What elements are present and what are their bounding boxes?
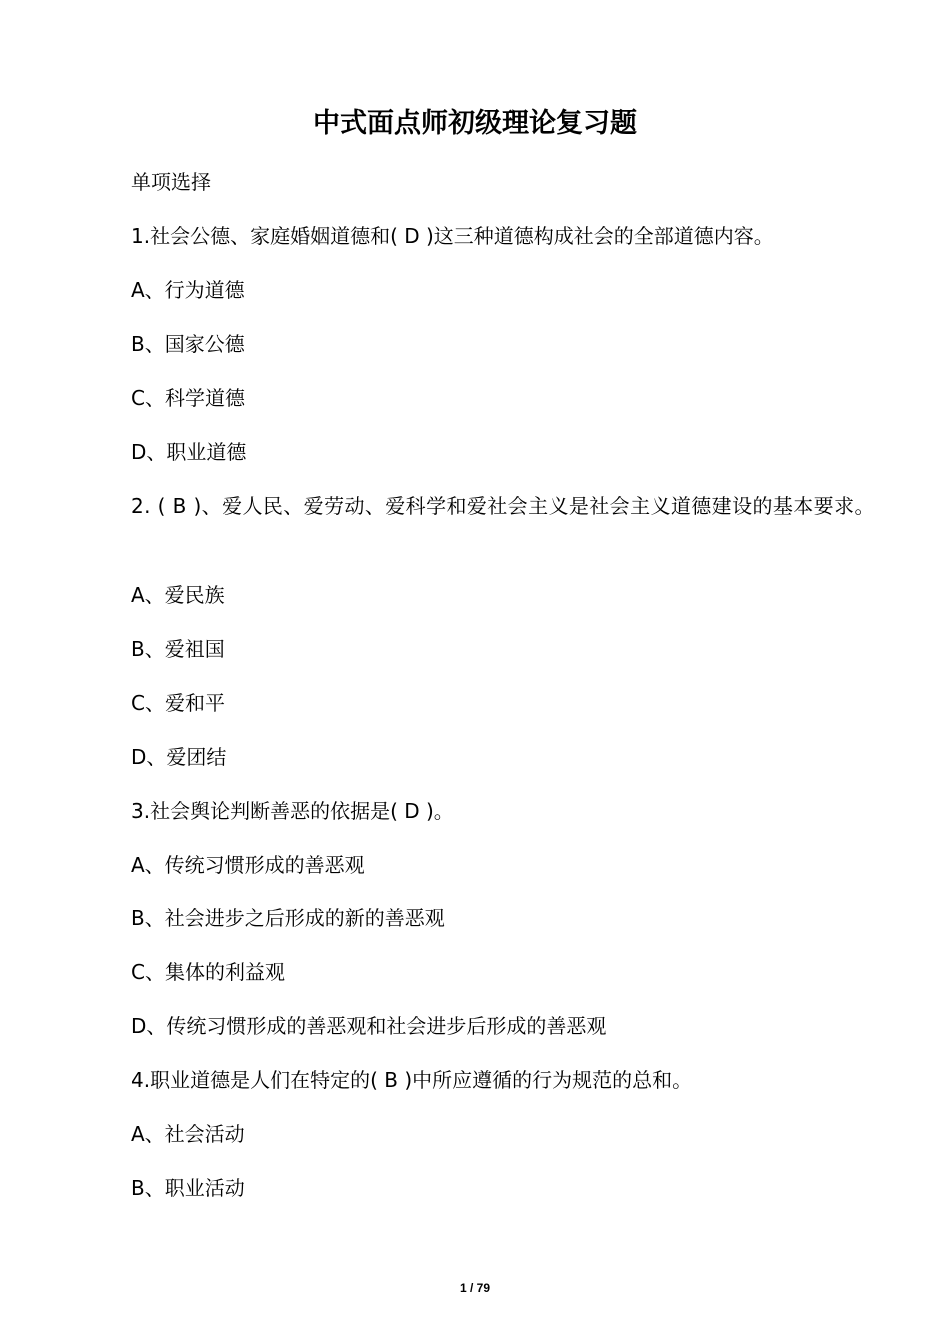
question-3-stem: 3.社会舆论判断善恶的依据是( D )。 [131, 799, 454, 823]
question-3-option-c: C、集体的利益观 [131, 960, 285, 984]
question-2-option-c: C、爱和平 [131, 691, 225, 715]
question-1-option-c: C、科学道德 [131, 386, 245, 410]
question-3-option-d: D、传统习惯形成的善恶观和社会进步后形成的善恶观 [131, 1014, 607, 1038]
question-4-option-b: B、职业活动 [131, 1176, 245, 1200]
question-3-option-b: B、社会进步之后形成的新的善恶观 [131, 906, 445, 930]
question-1-option-b: B、国家公德 [131, 332, 245, 356]
question-4-option-a: A、社会活动 [131, 1122, 245, 1146]
question-1-option-a: A、行为道德 [131, 278, 245, 302]
question-1-stem: 1.社会公德、家庭婚姻道德和( D )这三种道德构成社会的全部道德内容。 [131, 224, 774, 248]
question-4-stem: 4.职业道德是人们在特定的( B )中所应遵循的行为规范的总和。 [131, 1068, 693, 1092]
question-2-option-b: B、爱祖国 [131, 637, 225, 661]
question-2-option-a: A、爱民族 [131, 583, 225, 607]
question-2-option-d: D、爱团结 [131, 745, 227, 769]
question-3-option-a: A、传统习惯形成的善恶观 [131, 853, 365, 877]
question-1-option-d: D、职业道德 [131, 440, 247, 464]
question-2-stem: 2. ( B )、爱人民、爱劳动、爱科学和爱社会主义是社会主义道德建设的基本要求。 [131, 494, 875, 518]
section-heading: 单项选择 [131, 170, 211, 194]
document-title: 中式面点师初级理论复习题 [313, 108, 637, 139]
page-indicator: 1 / 79 [459, 1281, 491, 1295]
